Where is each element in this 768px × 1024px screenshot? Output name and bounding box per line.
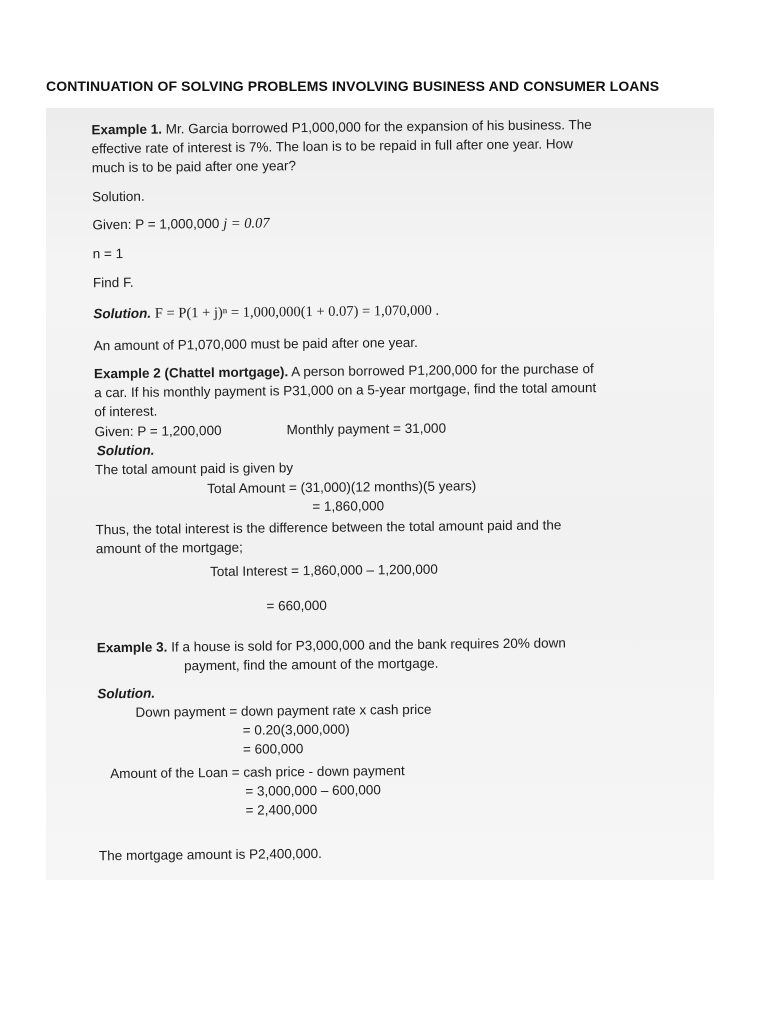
example2-given: Given: P = 1,200,000 bbox=[94, 422, 222, 440]
page-heading: CONTINUATION OF SOLVING PROBLEMS INVOLVING BUSINESS AND CONSUMER LOANS bbox=[46, 78, 660, 94]
example1-formula: F = P(1 + j)ⁿ = 1,000,000(1 + 0.07) = 1,070,000 . bbox=[154, 302, 440, 322]
example2-text-line3: of interest. bbox=[94, 403, 158, 420]
example2-thus-line2: amount of the mortgage; bbox=[95, 539, 243, 557]
example1-text-line2: effective rate of interest is 7%. The loan is to be repaid in full after one year. How bbox=[91, 136, 573, 157]
example3-label: Example 3. bbox=[96, 639, 168, 656]
example2-total-interest-eq: Total Interest = 1,860,000 – 1,200,000 bbox=[209, 561, 438, 580]
example1-solution-label: Solution. bbox=[92, 188, 145, 205]
example3-loan-eq: Amount of the Loan = cash price - down payment bbox=[110, 763, 405, 782]
example1-given-n: n = 1 bbox=[92, 245, 124, 262]
example3-loan-result: = 2,400,000 bbox=[245, 801, 318, 818]
example1-formula-line bbox=[93, 303, 439, 324]
example1-given-p: P = 1,000,000 bbox=[135, 215, 220, 232]
example3-down-payment-eq: Down payment = down payment rate x cash price bbox=[135, 701, 432, 720]
example1-text-line3: much is to be paid after one year? bbox=[91, 158, 296, 176]
example3-solution-label: Solution. bbox=[97, 685, 156, 702]
example3-conclusion: The mortgage amount is P2,400,000. bbox=[98, 845, 322, 864]
example2-total-interest-result: = 660,000 bbox=[266, 597, 327, 614]
example1-given-j: j = 0.07 bbox=[223, 215, 270, 232]
example1-given bbox=[92, 215, 269, 234]
example1-given-label: Given: bbox=[92, 216, 132, 233]
example3-text-line2: payment, find the amount of the mortgage. bbox=[183, 655, 439, 674]
example2-solution-label: Solution. bbox=[96, 442, 155, 459]
example2-total-amount-eq: Total Amount = (31,000)(12 months)(5 years) bbox=[207, 478, 477, 497]
example1-text-line1: Mr. Garcia borrowed P1,000,000 for the expansion of his business. The bbox=[165, 117, 592, 137]
example3-text-line1: If a house is sold for P3,000,000 and the bank requires 20% down bbox=[171, 635, 566, 655]
example1-line1 bbox=[91, 117, 591, 137]
scanned-page-image bbox=[46, 108, 714, 880]
example3-line1 bbox=[97, 635, 566, 655]
example2-monthly-payment: Monthly payment = 31,000 bbox=[286, 420, 447, 438]
example1-conclusion: An amount of P1,070,000 must be paid after one year. bbox=[93, 334, 418, 354]
example2-text-line2: a car. If his monthly payment is P31,000 on a 5-year mortgage, find the total amount bbox=[94, 380, 597, 401]
example2-intro: The total amount paid is given by bbox=[94, 460, 294, 478]
example2-thus-line1: Thus, the total interest is the difference between the total amount paid and the bbox=[95, 517, 562, 538]
example1-find: Find F. bbox=[92, 274, 134, 291]
example2-total-amount-result: = 1,860,000 bbox=[312, 498, 385, 515]
example3-loan-step: = 3,000,000 – 600,000 bbox=[245, 782, 381, 799]
example2-text-line1: A person borrowed P1,200,000 for the purchase of bbox=[291, 361, 594, 380]
example1-solution2-label: Solution. bbox=[93, 305, 152, 322]
example2-line1 bbox=[94, 361, 594, 381]
example3-down-payment-step: = 0.20(3,000,000) bbox=[242, 721, 350, 738]
example3-down-payment-result: = 600,000 bbox=[242, 741, 304, 757]
example1-label: Example 1. bbox=[91, 121, 163, 138]
example2-label: Example 2 (Chattel mortgage). bbox=[93, 364, 289, 382]
scanned-content bbox=[46, 108, 714, 880]
